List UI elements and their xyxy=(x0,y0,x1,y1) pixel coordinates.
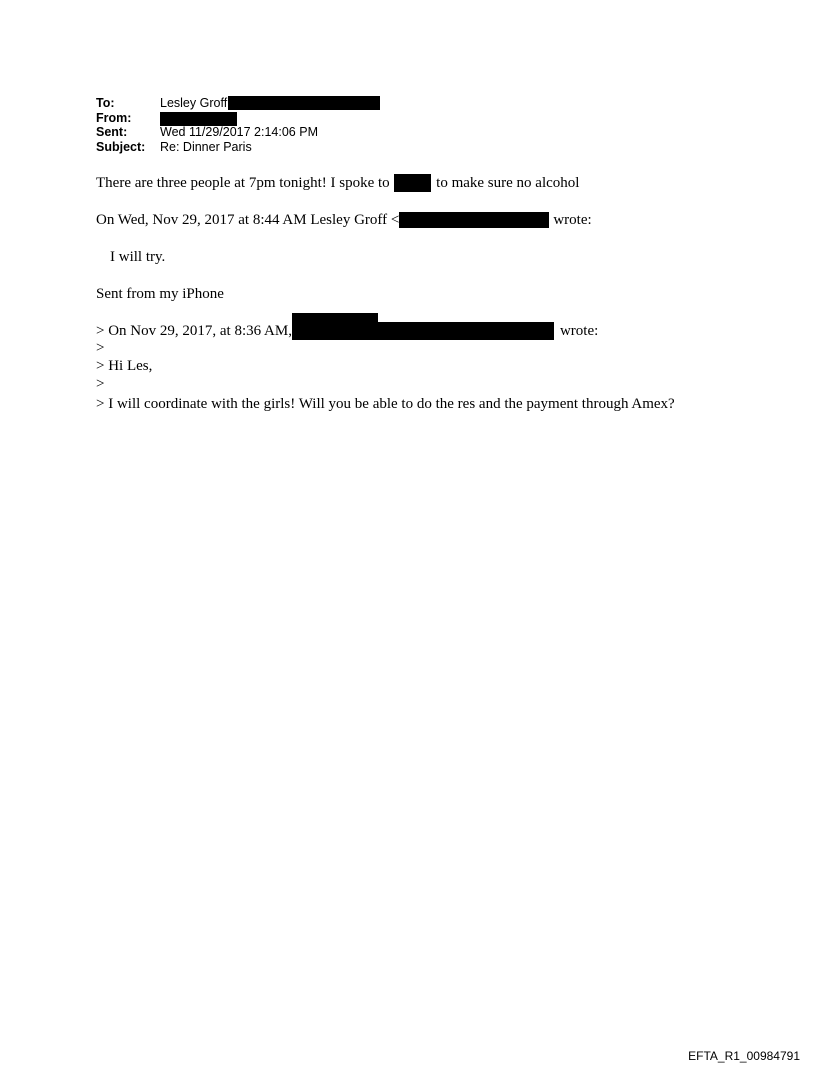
body-line-5-start: > On Nov 29, 2017, at 8:36 AM, xyxy=(96,323,292,339)
from-label: From: xyxy=(96,110,132,125)
bates-number: EFTA_R1_00984791 xyxy=(688,1049,800,1063)
body-line-3: I will try. xyxy=(110,249,166,265)
body-line-6: > xyxy=(96,340,105,356)
email-header xyxy=(96,96,380,154)
body-line-9: > I will coordinate with the girls! Will you be able to do the res and the payment through Amex? xyxy=(96,396,675,412)
body-line-5 xyxy=(96,322,598,340)
to-value: Lesley Groff xyxy=(160,96,228,110)
from-row xyxy=(96,111,380,126)
body-line-2-start: On Wed, Nov 29, 2017 at 8:44 AM Lesley Groff < xyxy=(96,212,400,228)
to-row xyxy=(96,96,380,111)
body-line-2-end: wrote: xyxy=(553,212,592,228)
body-line-7: > Hi Les, xyxy=(96,358,153,374)
redaction-block xyxy=(399,212,549,228)
sent-value: Wed 11/29/2017 2:14:06 PM xyxy=(160,125,318,139)
redaction-block xyxy=(378,322,554,340)
body-line-1 xyxy=(96,174,579,192)
body-line-2 xyxy=(96,211,592,229)
redaction-block xyxy=(160,112,237,126)
redaction-block xyxy=(394,174,431,192)
body-line-1-start: There are three people at 7pm tonight! I spoke to xyxy=(96,175,390,191)
subject-row xyxy=(96,140,380,155)
subject-value: Re: Dinner Paris xyxy=(160,139,252,154)
redaction-block xyxy=(228,96,380,110)
sent-row xyxy=(96,125,380,140)
sent-label: Sent: xyxy=(96,125,128,139)
body-line-8: > xyxy=(96,376,105,392)
subject-label: Subject: xyxy=(96,139,146,154)
body-line-4: Sent from my iPhone xyxy=(96,286,224,302)
to-label: To: xyxy=(96,96,115,110)
body-line-5-end: wrote: xyxy=(559,323,599,339)
body-line-1-end: to make sure no alcohol xyxy=(436,175,580,191)
redaction-block xyxy=(292,313,378,340)
